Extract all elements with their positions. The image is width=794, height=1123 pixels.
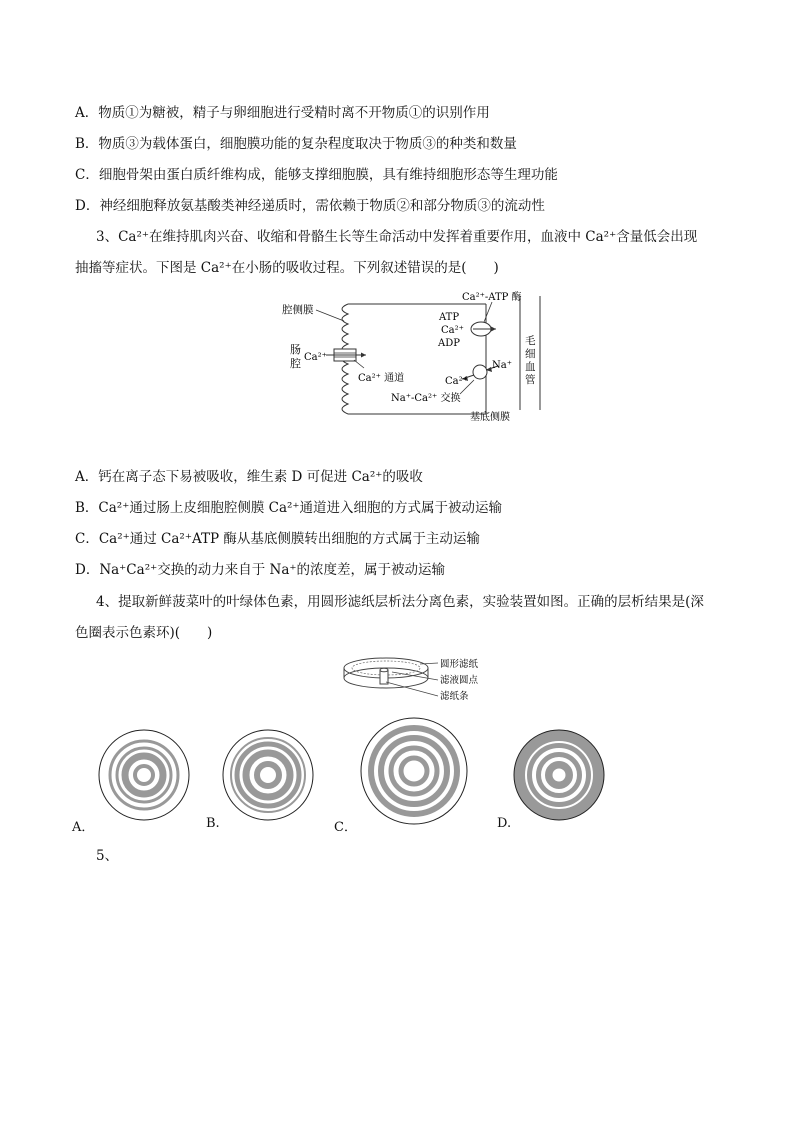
q3-stem-line1: 3、Ca²⁺在维持肌肉兴奋、收缩和骨骼生长等生命活动中发挥着重要作用，血液中 Ca²⁺含量低会出现 (96, 229, 698, 245)
label-capillary-4: 管 (525, 374, 536, 386)
label-capillary-3: 血 (525, 361, 536, 373)
label-capillary-2: 细 (525, 348, 536, 360)
q3-option-c: C．Ca²⁺通过 Ca²⁺ATP 酶从基底侧膜转出细胞的方式属于主动运输 (75, 531, 480, 547)
choice-c-label: C． (334, 820, 357, 835)
label-filtrate-dot: 滤液圆点 (440, 675, 479, 686)
label-channel: Ca²⁺ 通道 (358, 373, 405, 384)
label-exchange: Na⁺-Ca²⁺ 交换 (391, 393, 461, 404)
label-filter-strip: 滤纸条 (440, 691, 469, 702)
choice-b-chromatogram (222, 729, 314, 821)
q2-option-b: B．物质③为载体蛋白，细胞膜功能的复杂程度取决于物质③的种类和数量 (75, 136, 517, 152)
calcium-absorption-diagram (270, 286, 560, 426)
label-atp-enzyme: Ca²⁺-ATP 酶 (462, 292, 522, 303)
q2-option-c: C．细胞骨架由蛋白质纤维构成，能够支撑细胞膜，具有维持细胞形态等生理功能 (75, 167, 558, 183)
q4-stem-line1: 4、提取新鲜菠菜叶的叶绿体色素，用圆形滤纸层析法分离色素，实验装置如图。正确的层析结果是(深 (96, 594, 704, 610)
q5-stem: 5、 (96, 848, 119, 864)
label-lumen-membrane: 腔侧膜 (282, 304, 314, 316)
label-basolateral: 基底侧膜 (470, 412, 510, 423)
choice-a-label: A． (72, 820, 95, 835)
label-round-filter-paper: 圆形滤纸 (440, 659, 479, 670)
q4-stem-line2: 色圈表示色素环)( ) (75, 625, 213, 641)
choice-c-chromatogram (360, 717, 468, 825)
filter-paper-apparatus (338, 652, 498, 708)
label-ca-low: Ca²⁺ (445, 376, 468, 387)
label-adp: ADP (438, 338, 460, 349)
choice-d-chromatogram (513, 729, 605, 821)
label-lumen-1: 肠 (290, 343, 301, 356)
q3-option-a: A．钙在离子态下易被吸收，维生素 D 可促进 Ca²⁺的吸收 (75, 469, 423, 485)
label-capillary-1: 毛 (525, 335, 536, 347)
label-atp: ATP (439, 312, 460, 323)
q3-option-b: B．Ca²⁺通过肠上皮细胞腔侧膜 Ca²⁺通道进入细胞的方式属于被动运输 (75, 500, 503, 516)
choice-d-label: D. (497, 816, 512, 831)
q3-stem-line2: 抽搐等症状。下图是 Ca²⁺在小肠的吸收过程。下列叙述错误的是( ) (75, 260, 499, 276)
label-ca-left: Ca²⁺ (304, 352, 327, 363)
choice-a-chromatogram (98, 729, 190, 821)
q2-option-d: D．神经细胞释放氨基酸类神经递质时，需依赖于物质②和部分物质③的流动性 (75, 198, 545, 214)
label-ca-mid: Ca²⁺ (441, 325, 464, 336)
label-na: Na⁺ (492, 360, 512, 371)
q2-option-a: A．物质①为糖被，精子与卵细胞进行受精时离不开物质①的识别作用 (75, 105, 490, 121)
label-lumen-2: 腔 (290, 357, 301, 370)
choice-b-label: B. (206, 816, 220, 831)
q3-option-d: D．Na⁺Ca²⁺交换的动力来自于 Na⁺的浓度差，属于被动运输 (75, 562, 446, 578)
